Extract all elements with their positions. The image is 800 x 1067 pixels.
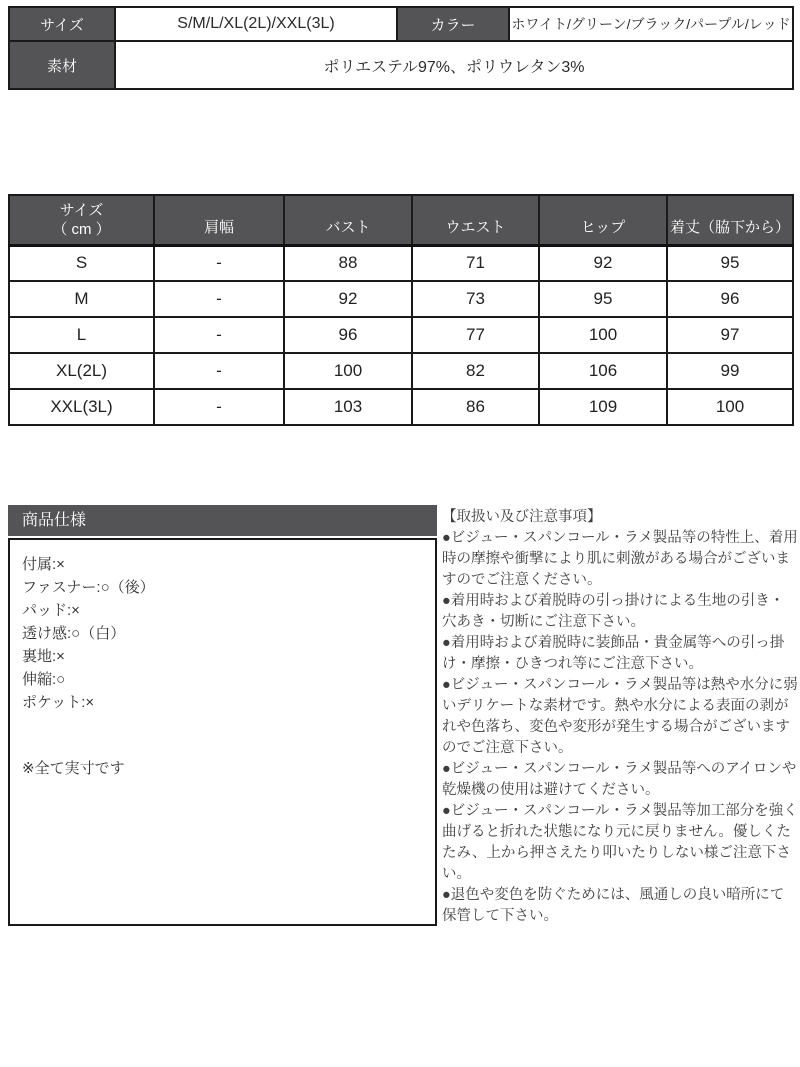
table-row-m [9,281,793,317]
row-label: M [9,281,154,317]
material-label-cell: 素材 [9,41,115,89]
spec-box-title: 商品仕様 [8,505,437,536]
color-label-cell: カラー [397,7,509,41]
cell-shoulder: - [154,245,284,281]
cell-shoulder: - [154,353,284,389]
table-row-s [9,245,793,281]
table-row-xxl [9,389,793,425]
cell-waist: 73 [412,281,539,317]
cell-length: 100 [667,389,793,425]
handling-note-item: ●退色や変色を防ぐためには、風通しの良い暗所にて保管して下さい。 [442,887,785,924]
spec-line-accessories: 付属:× [22,556,65,573]
cell-length: 95 [667,245,793,281]
table-row-l [9,317,793,353]
table-row-xl [9,353,793,389]
spec-line-pad: パッド:× [22,602,80,619]
row-label: XXL(3L) [9,389,154,425]
handling-note-item: ●着用時および着脱時の引っ掛けによる生地の引き・穴あき・切断にご注意下さい。 [442,593,785,630]
cell-waist: 71 [412,245,539,281]
size-table-header-row [9,195,793,245]
cell-waist: 86 [412,389,539,425]
size-value-cell: S/M/L/XL(2L)/XXL(3L) [115,7,397,41]
spec-measurement-note: ※全て実寸です [22,760,125,777]
cell-bust: 100 [284,353,412,389]
product-info-table [8,6,794,90]
cell-length: 99 [667,353,793,389]
row-label: S [9,245,154,281]
handling-note-item: ●着用時および着脱時に装飾品・貴金属等への引っ掛け・摩擦・ひきつれ等にご注意下さい。 [442,635,785,672]
cell-shoulder: - [154,281,284,317]
spec-line-sheerness: 透け感:○（白） [22,625,126,642]
header-waist: ウエスト [412,195,539,245]
cell-hip: 92 [539,245,667,281]
header-bust: バスト [284,195,412,245]
header-size-cm [9,195,154,245]
spec-line-pocket: ポケット:× [22,694,95,711]
cell-waist: 77 [412,317,539,353]
cell-bust: 96 [284,317,412,353]
cell-hip: 109 [539,389,667,425]
info-row-material [9,41,793,89]
material-value-cell: ポリエステル97%、ポリウレタン3% [115,41,793,89]
row-label: L [9,317,154,353]
header-shoulder: 肩幅 [154,195,284,245]
spec-line-stretch: 伸縮:○ [22,671,66,688]
cell-bust: 92 [284,281,412,317]
spec-line-lining: 裏地:× [22,648,65,665]
cell-bust: 103 [284,389,412,425]
header-size-line2: （ cm ） [52,220,111,238]
handling-notes-title: 【取扱い及び注意事項】 [442,509,602,525]
header-hip: ヒップ [539,195,667,245]
spec-line-fastener: ファスナー:○（後） [22,579,155,596]
handling-note-item: ●ビジュー・スパンコール・ラメ製品等へのアイロンや乾燥機の使用は避けてください。 [442,761,797,798]
cell-shoulder: - [154,317,284,353]
cell-hip: 100 [539,317,667,353]
header-length: 着丈（脇下から） [667,195,793,245]
size-measurement-table [8,194,794,426]
handling-note-item: ●ビジュー・スパンコール・ラメ製品等の特性上、着用時の摩擦や衝撃により肌に刺激がある場合がございますのでご注意ください。 [442,530,798,588]
cell-length: 97 [667,317,793,353]
size-label-cell: サイズ [9,7,115,41]
header-size-line1: サイズ [59,201,104,219]
spec-box-body [8,538,437,926]
color-value-cell: ホワイト/グリーン/ブラック/パープル/レッド [509,7,793,41]
cell-waist: 82 [412,353,539,389]
handling-notes [442,507,798,927]
row-label: XL(2L) [9,353,154,389]
info-row-size-color [9,7,793,41]
cell-shoulder: - [154,389,284,425]
handling-note-item: ●ビジュー・スパンコール・ラメ製品等加工部分を強く曲げると折れた状態になり元に戻りません。優しくたたみ、上から押さえたり叩いたりしない様ご注意下さい。 [442,803,798,882]
cell-bust: 88 [284,245,412,281]
cell-hip: 106 [539,353,667,389]
product-spec-box [8,505,437,926]
handling-note-item: ●ビジュー・スパンコール・ラメ製品等は熱や水分に弱いデリケートな素材です。熱や水分による表面の剥がれや色落ち、変色や変形が発生する場合がございますのでご注意下さい。 [442,677,798,756]
cell-length: 96 [667,281,793,317]
cell-hip: 95 [539,281,667,317]
